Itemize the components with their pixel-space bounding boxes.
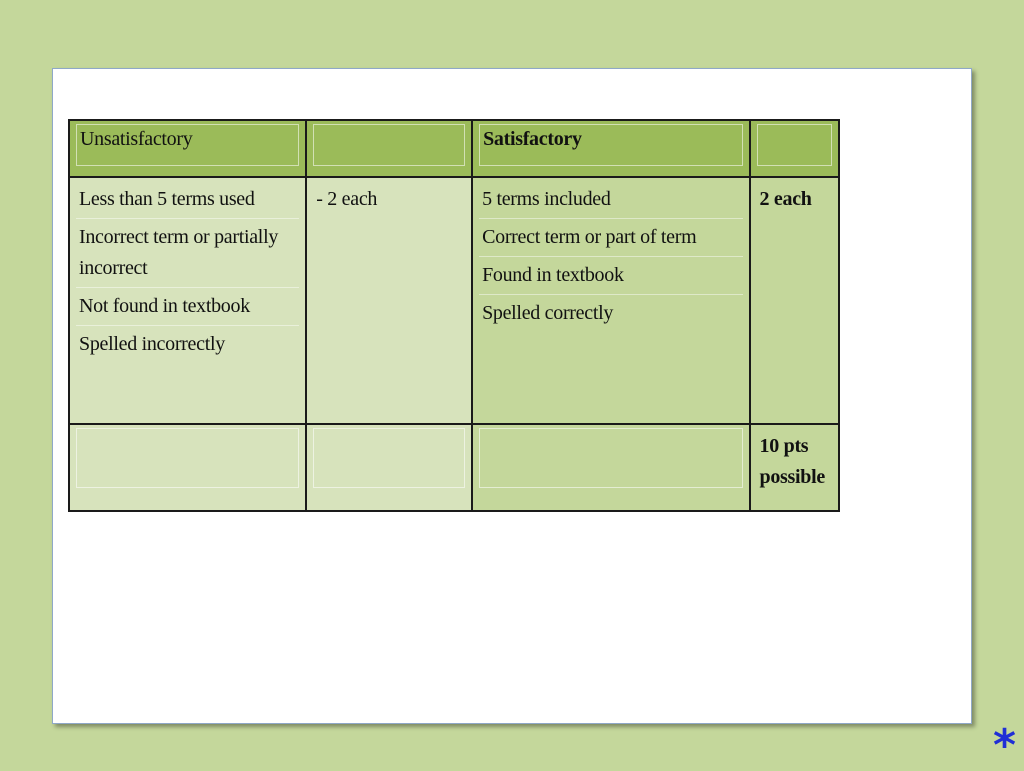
satisfactory-item: Spelled correctly — [482, 302, 614, 324]
header-cell-satisfactory — [472, 120, 749, 177]
rubric-table — [68, 119, 840, 512]
header-cell-empty-2 — [750, 120, 839, 177]
unsatisfactory-item: Incorrect term or partially incorrect — [76, 219, 299, 288]
satisfactory-points: 2 each — [759, 188, 812, 210]
unsatisfactory-item: Not found in textbook — [76, 288, 299, 326]
total-points: 10 pts possible — [759, 435, 825, 488]
header-cell-unsatisfactory — [69, 120, 306, 177]
satisfactory-criteria-cell — [472, 177, 749, 424]
total-empty-cell-3 — [472, 424, 749, 511]
header-satisfactory-label: Satisfactory — [483, 128, 582, 150]
unsatisfactory-item: Less than 5 terms used — [76, 181, 299, 219]
total-points-cell — [750, 424, 839, 511]
header-unsatisfactory-label: Unsatisfactory — [80, 128, 193, 150]
unsatisfactory-item: Spelled incorrectly — [79, 333, 225, 355]
satisfactory-item: Correct term or part of term — [479, 219, 742, 257]
total-empty-cell-1 — [69, 424, 306, 511]
total-empty-cell-2 — [306, 424, 472, 511]
unsatisfactory-points-cell — [306, 177, 472, 424]
header-cell-empty-1 — [306, 120, 472, 177]
unsatisfactory-criteria-cell — [69, 177, 306, 424]
satisfactory-points-cell — [750, 177, 839, 424]
rubric-criteria-row — [69, 177, 839, 424]
asterisk-icon: * — [992, 720, 1016, 771]
rubric-total-row — [69, 424, 839, 511]
satisfactory-item: 5 terms included — [479, 181, 742, 219]
unsatisfactory-points: - 2 each — [316, 188, 378, 210]
satisfactory-item: Found in textbook — [479, 257, 742, 295]
rubric-header-row — [69, 120, 839, 177]
